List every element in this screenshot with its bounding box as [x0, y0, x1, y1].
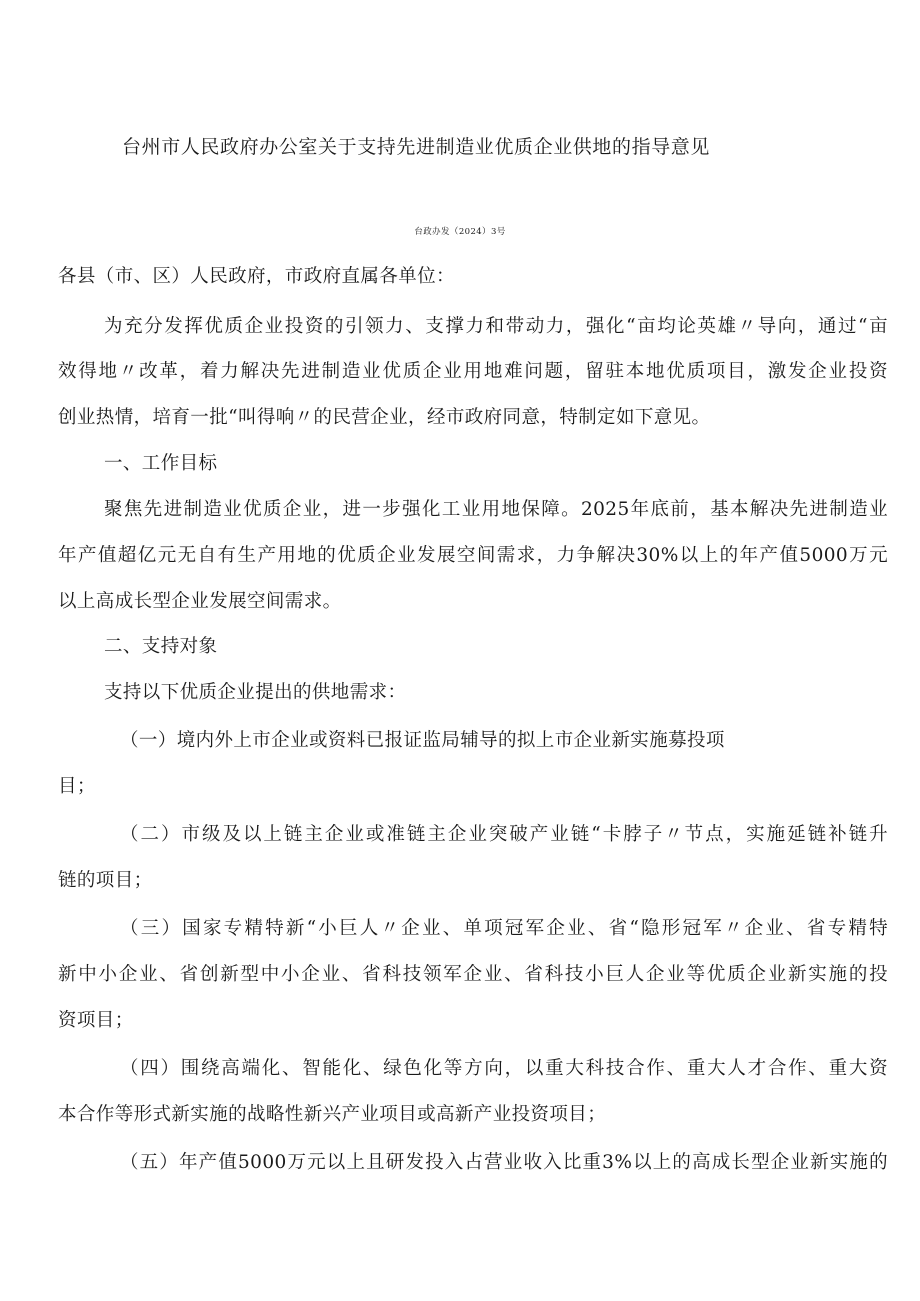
list-item-1-line: （一）境内外上市企业或资料已报证监局辅导的拟上市企业新实施募投项 — [120, 730, 725, 751]
list-item-2-line: （二）市级及以上链主企业或准链主企业突破产业链“卡脖子〃节点，实施延链补链升 — [120, 824, 888, 845]
list-item-4-line: 本合作等形式新实施的战略性新兴产业项目或高新产业投资项目； — [58, 1104, 607, 1125]
section-heading-goals: 一、工作目标 — [104, 453, 218, 474]
list-item-3-line: （三）国家专精特新“小巨人〃企业、单项冠军企业、省“隐形冠军〃企业、省专精特 — [120, 918, 888, 939]
addressee: 各县（市、区）人民政府，市政府直属各单位： — [58, 266, 455, 287]
list-item-3-line: 资项目； — [58, 1010, 134, 1031]
section-heading-targets: 二、支持对象 — [104, 636, 218, 657]
document-number: 台政办发（2024）3号 — [414, 227, 506, 237]
goals-paragraph-line: 聚焦先进制造业优质企业，进一步强化工业用地保障。2025年底前，基本解决先进制造业 — [104, 499, 888, 520]
goals-paragraph-line: 年产值超亿元无自有生产用地的优质企业发展空间需求，力争解决30%以上的年产值5000万元 — [58, 545, 888, 566]
list-item-1-line: 目； — [58, 776, 96, 797]
document-title: 台州市人民政府办公室关于支持先进制造业优质企业供地的指导意见 — [122, 136, 711, 158]
targets-lead: 支持以下优质企业提出的供地需求： — [104, 682, 407, 703]
list-item-3-line: 新中小企业、省创新型中小企业、省科技领军企业、省科技小巨人企业等优质企业新实施的投 — [58, 964, 888, 985]
goals-paragraph-line: 以上高成长型企业发展空间需求。 — [58, 591, 342, 612]
list-item-2-line: 链的项目； — [58, 870, 153, 891]
list-item-5-line: （五）年产值5000万元以上且研发投入占营业收入比重3%以上的高成长型企业新实施的 — [120, 1152, 888, 1173]
intro-paragraph-line: 创业热情，培育一批“叫得响〃的民营企业，经市政府同意，特制定如下意见。 — [58, 407, 711, 428]
list-item-4-line: （四）围绕高端化、智能化、绿色化等方向，以重大科技合作、重大人才合作、重大资 — [120, 1058, 888, 1079]
intro-paragraph-line: 为充分发挥优质企业投资的引领力、支撑力和带动力，强化“亩均论英雄〃导向，通过“亩 — [104, 316, 888, 337]
intro-paragraph-line: 效得地〃改革，着力解决先进制造业优质企业用地难问题，留驻本地优质项目，激发企业投资 — [58, 361, 888, 382]
